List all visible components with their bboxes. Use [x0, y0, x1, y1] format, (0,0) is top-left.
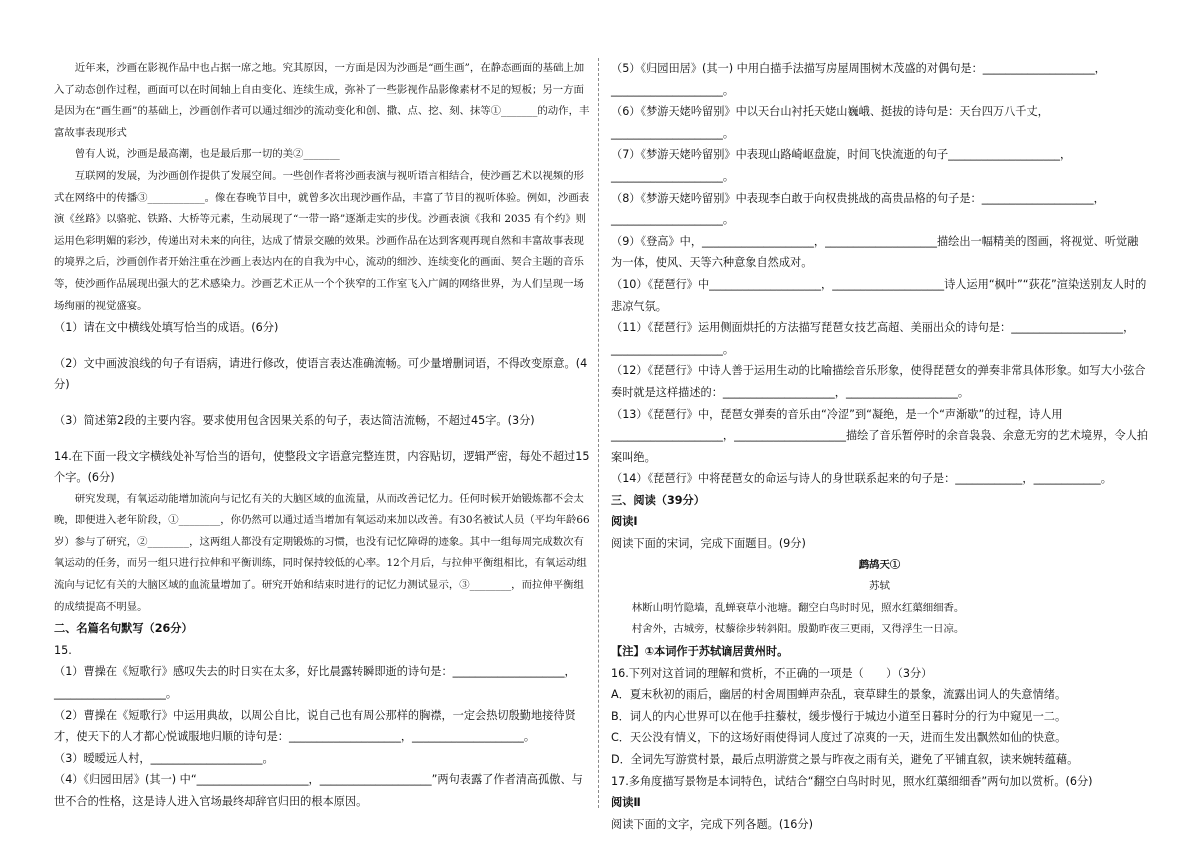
- reading-2-instructions: 阅读下面的文字，完成下列各题。(16分): [611, 817, 813, 831]
- question-15-11: （11）《琵琶行》运用侧面烘托的方法描写琵琶女技艺高超、美丽出众的诗句是：____________________，____________________。: [611, 321, 1135, 356]
- column-divider: [598, 58, 599, 808]
- section-3-heading: 三、阅读（39分）: [611, 493, 705, 507]
- question-15-3: （3）暧暧远人村，____________________。: [54, 751, 274, 765]
- question-15-14: （14）《琵琶行》中将琵琶女的命运与诗人的身世联系起来的句子是：____________，____________。: [611, 472, 1112, 486]
- passage-paragraph-2: 曾有人说，沙画是最高潮，也是最后那一切的美②_______: [74, 148, 340, 161]
- question-16-option-c: C．天公没有情义，下的这场好雨使得词人度过了凉爽的一天，进而生发出飘然如仙的快意。: [611, 731, 1067, 745]
- reading-1-heading: 阅读Ⅰ: [611, 515, 638, 529]
- question-15-10: （10）《琵琶行》中____________________，____________________诗人运用“枫叶”“荻花”渲染送别友人时的悲凉气氛。: [611, 277, 1147, 313]
- right-column: [611, 58, 1148, 835]
- answer-space: [54, 432, 590, 446]
- question-14: 14.在下面一段文字横线处补写恰当的语句，使整段文字语意完整连贯，内容贴切，逻辑严密，每处不超过15个字。(6分): [54, 449, 590, 485]
- section-2-heading: 二、名篇名句默写（26分）: [54, 622, 193, 636]
- poem-line-2: 村舍外，古城旁，杖藜徐步转斜阳。殷勤昨夜三更雨，又得浮生一日凉。: [631, 623, 965, 636]
- poem-note: 【注】①本词作于苏轼谪居黄州时。: [611, 645, 789, 659]
- poem-title: 鹧鸪天①: [858, 558, 901, 571]
- question-13-3: （3）简述第2段的主要内容。要求使用包含因果关系的句子，表达简洁流畅，不超过45字。(3分): [54, 413, 535, 427]
- answer-space: [54, 396, 590, 410]
- question-13-2: （2）文中画波浪线的句子有语病，请进行修改，使语言表达准确流畅。可少量增删词语，不得改变原意。(4分): [54, 356, 588, 392]
- question-16-option-d: D．全词先写游赏村景，最后点明游赏之景与昨夜之雨有关，避免了平铺直叙，读来婉转蕴藉。: [611, 753, 1079, 766]
- question-16-option-b: B．词人的内心世界可以在他手拄藜杖，缓步慢行于城边小道至日暮时分的行为中窥见一二。: [611, 709, 1067, 723]
- question-15-8: （8）《梦游天姥吟留别》中表现李白敢于向权贵挑战的高贵品格的句子是：____________________，____________________。: [611, 191, 1105, 227]
- passage-paragraph-1: 近年来，沙画在影视作品中也占据一席之地。究其原因，一方面是因为沙画是“画生画”，在静态画面的基础上加入了动态创作过程，画面可以在时间轴上自由变化、连续生成，弥补了一些影视作品影像素材不足的短板；另一方面是因为在“画生画”的基础上，沙画创作者可以通过细沙的流动变化和创、撒、点、挖、刻、抹等①_______的动作，丰富故事表现形式: [54, 62, 590, 139]
- question-16-option-a: A．夏末秋初的雨后，幽居的村舍周围蝉声杂乱，衰草肆生的景象，流露出词人的失意情绪。: [611, 688, 1067, 702]
- question-13-1: （1）请在文中横线处填写恰当的成语。(6分): [54, 321, 279, 335]
- question-15-4: （4）《归园田居》(其一) 中“____________________，____________________”两句表露了作者清高孤傲、与世不合的性格，这是诗人进入官场最终却辞官归田的根本原因。: [54, 773, 583, 808]
- question-15-9: （9）《登高》中，____________________，____________________描绘出一幅精美的图画，将视觉、听觉融为一体，使风、天等六种意象自然成对。: [611, 234, 1139, 270]
- poem-author: 苏轼: [869, 580, 890, 593]
- question-15-number: 15.: [54, 643, 72, 657]
- question-17: 17.多角度描写景物是本词特色，试结合“翻空白鸟时时见，照水红蕖细细香”两句加以赏析。(6分): [611, 774, 1093, 788]
- question-15-13: （13）《琵琶行》中，琵琶女弹奏的音乐由“冷涩”到“凝绝，是一个“声渐歇”的过程，诗人用____________________，____________________描绘了音乐暂停时的余音袅袅、余意无穷的艺术境界，令人拍案叫绝。: [611, 407, 1149, 464]
- question-15-5: （5）《归园田居》(其一) 中用白描手法描写房屋周围树木茂盛的对偶句是：____________________，____________________。: [611, 62, 1106, 97]
- passage-paragraph-3: 互联网的发展，为沙画创作提供了发展空间。一些创作者将沙画表演与视听语言相结合，使沙画艺术以视频的形式在网络中的传播③___________。像在春晚节目中，就曾多次出现沙画作品，丰富了节目的视听体验。例如，沙画表演《丝路》以骆驼、铁路、大桥等元素，生动展现了“一带一路”逐渐走实的步伐。沙画表演《我和 2035 有个约》则运用色彩明媚的彩沙，传递出对未来的向往，达成了情景交融的效果。沙画作品在达到客观再现自然和丰富故事表现的境界之后，沙画创作者开始注重在沙画上表达内在的自我为中心，流动的细沙、连续变化的画面、契合主题的音乐等，使沙画作品展现出强大的艺术感染力。沙画艺术正从一个个狭窄的工作室飞入广阔的网络世界，为人们呈现一场场绚丽的视觉盛宴。: [54, 169, 590, 312]
- question-15-6: （6）《梦游天姥吟留别》中以天台山衬托天姥山巍峨、挺拔的诗句是：天台四万八千丈，____________________。: [611, 105, 1049, 140]
- question-15-12: （12）《琵琶行》中诗人善于运用生动的比喻描绘音乐形象，使得琵琶女的弹奏非常具体形象。如写大小弦合奏时就是这样描述的：____________________，____________________。: [611, 364, 1146, 399]
- reading-2-heading: 阅读Ⅱ: [611, 796, 641, 810]
- question-15-2: （2）曹操在《短歌行》中运用典故，以周公自比，说自己也有周公那样的胸襟，一定会热切殷勤地接待贤才，使天下的人才都心悦诚服地归顺的诗句是：____________________，____________________。: [54, 708, 576, 744]
- reading-1-instructions: 阅读下面的宋词，完成下面题目。(9分): [611, 537, 806, 551]
- question-15-7: （7）《梦游天姥吟留别》中表现山路崎岖盘旋，时间飞快流逝的句子____________________，____________________。: [611, 148, 1072, 183]
- poem-line-1: 林断山明竹隐墙，乱蝉衰草小池塘。翻空白鸟时时见，照水红蕖细细香。: [631, 601, 965, 614]
- answer-space: [54, 339, 590, 353]
- question-16: 16.下列对这首词的理解和赏析，不正确的一项是（ ）（3分）: [611, 666, 933, 680]
- question-14-passage: 研究发现，有氧运动能增加流向与记忆有关的大脑区域的血流量，从而改善记忆力。任何时候开始锻炼都不会太晚，即便进入老年阶段，①________，你仍然可以通过适当增加有氧运动来加以改善。有30名被试人员（平均年龄66岁）参与了研究，②________，这两组人都没有定期锻炼的习惯，也没有记忆障碍的迹象。其中一组每周完成数次有氧运动的任务，而另一组只进行拉伸和平衡训练，同时保持较低的心率。12个月后，与拉伸平衡组相比，有氧运动组流向与记忆有关的大脑区域的血流量增加了。研究开始和结束时进行的记忆力测试显示，③________，而拉伸平衡组的成绩提高不明显。: [54, 492, 590, 613]
- left-column: [54, 58, 590, 813]
- question-15-1: （1）曹操在《短歌行》感叹失去的时日实在太多，好比晨露转瞬即逝的诗句是：____________________，____________________。: [54, 665, 576, 701]
